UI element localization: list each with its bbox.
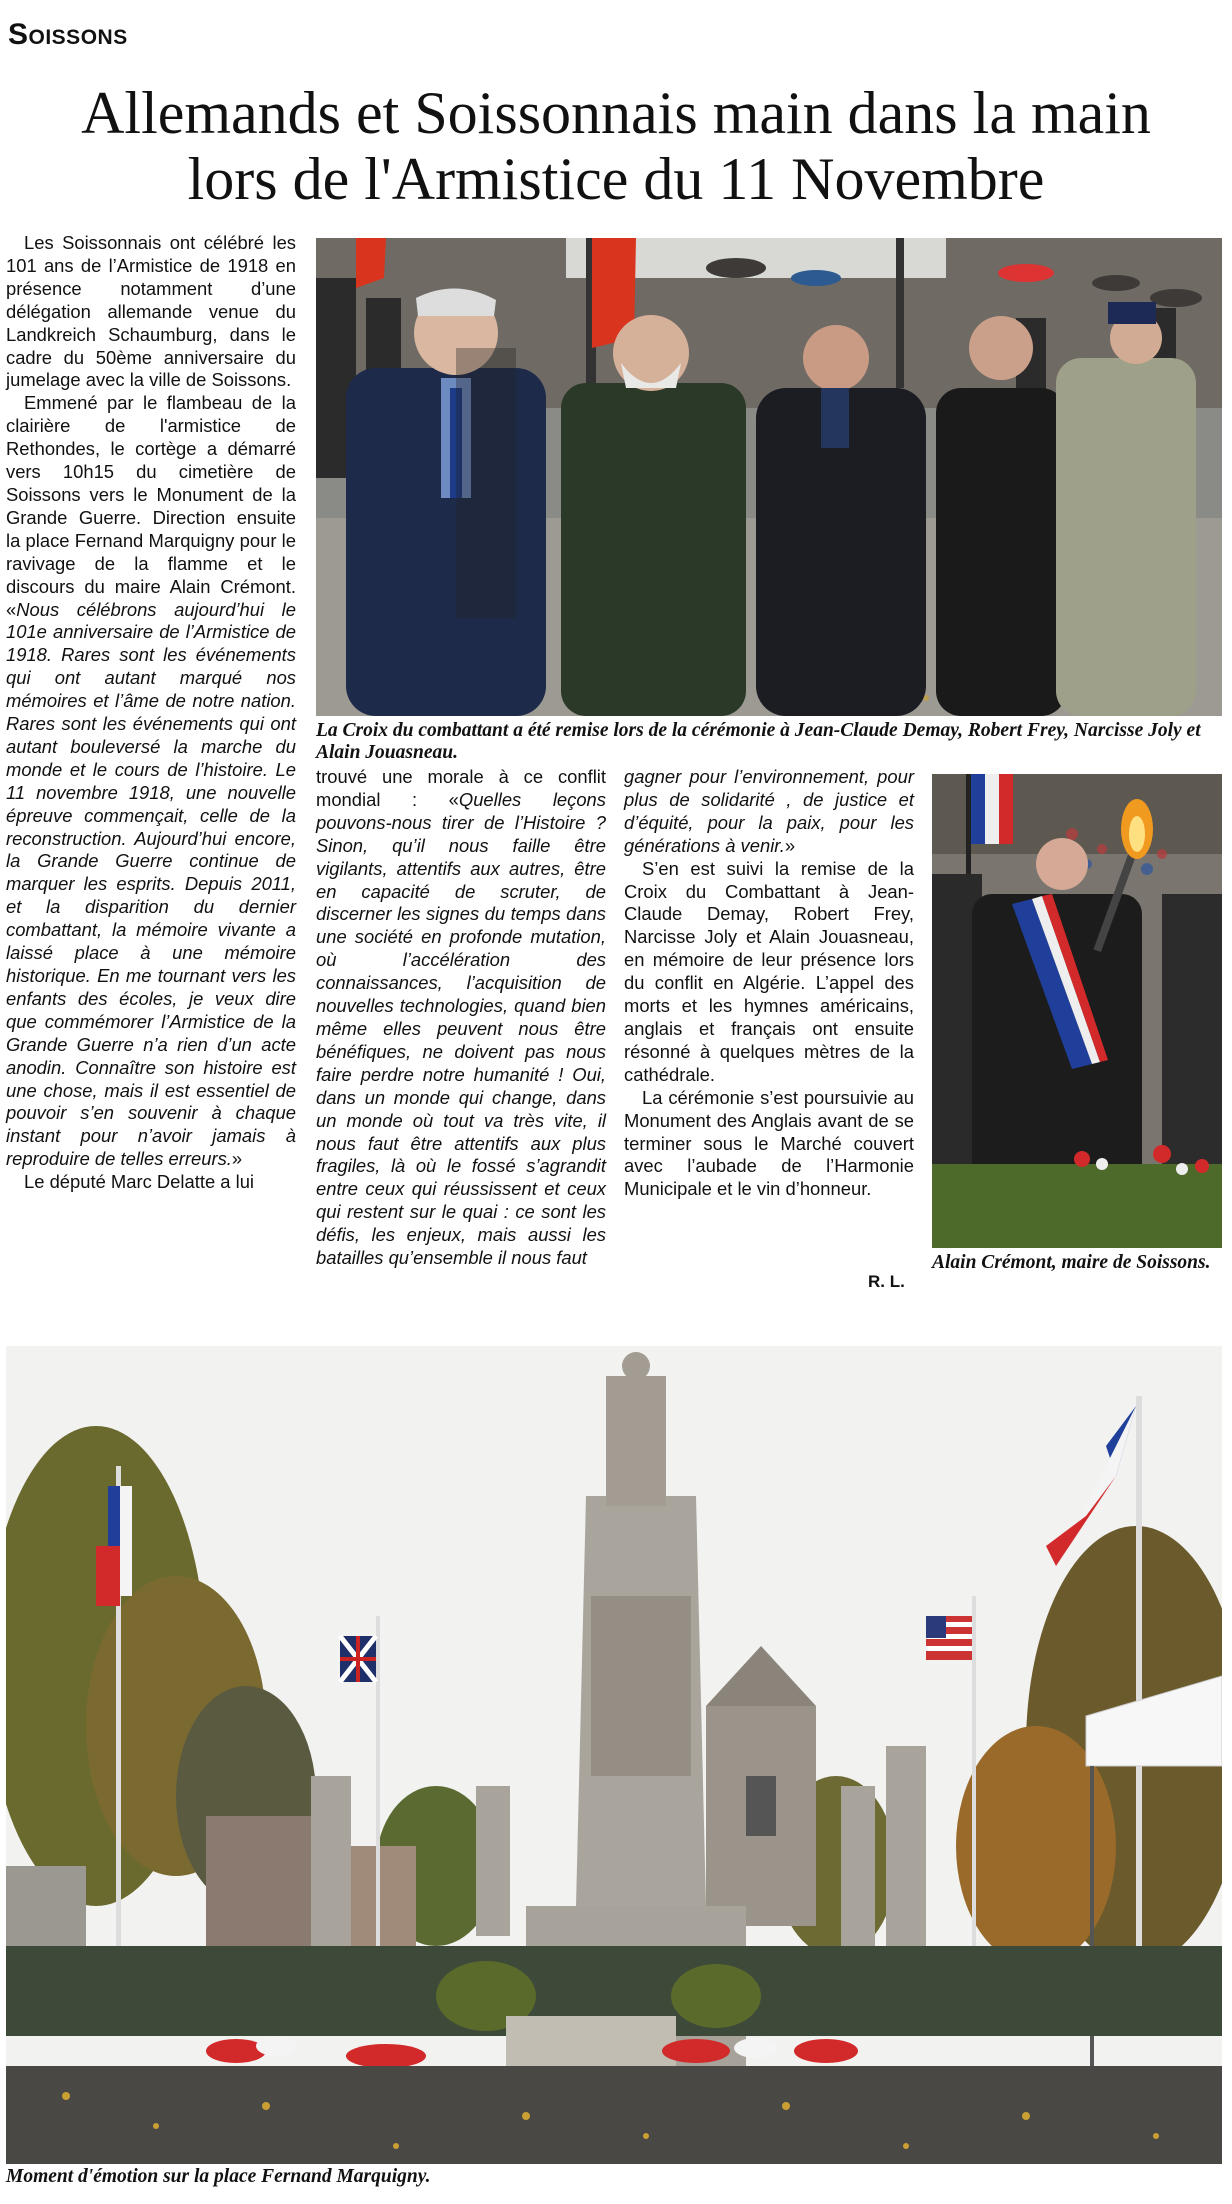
col1-paragraph-2 xyxy=(6,392,296,1171)
col1-paragraph-3: Le député Marc Delatte a lui xyxy=(24,1171,255,1193)
article-column-2 xyxy=(316,766,606,1270)
col1-paragraph-1: Les Soissonnais ont célébré les 101 ans de l’Armistice de 1918 en présence notamment d’une délégation allemande venue du Landkreich Schaumburg, dans le cadre du 50ème anniversaire du jumelage avec la ville de Soissons. xyxy=(6,232,296,391)
caption-veterans: La Croix du combattant a été remise lors de la cérémonie à Jean-Claude Demay, Robert Frey, Narcisse Joly et Alain Jouasneau. xyxy=(316,720,1201,763)
photo-veterans-ceremony xyxy=(316,238,1222,716)
headline-line-1: Allemands et Soissonnais main dans la main xyxy=(81,80,1151,146)
deputy-quote: Quelles leçons pouvons-nous tirer de l’Histoire ? Sinon, qu’il nous faille être vigilants, attentifs aux autres, être en capacité de scruter, de discerner les signes du temps dans une société en profonde mutation, où l’accélération des connaissances, l’acquisition de nouvelles technologies, quand bien même elles peuvent nous être bénéfiques, ne doivent pas nous faire perdre notre humanité ! Oui, dans un monde qui change, dans un monde où tout va très vite, il nous faut être attentifs aux plus fragiles, là où le fossé s’agrandit entre ceux qui réussissent et ceux qui restent sur le quai : ce sont les défis, les enjeux, mais aussi les batailles qu’ensemble il nous faut xyxy=(316,788,606,1269)
article-column-1 xyxy=(6,232,296,1194)
caption-memorial: Moment d'émotion sur la place Fernand Marquigny. xyxy=(6,2166,431,2187)
author-signature: R. L. xyxy=(868,1272,905,1291)
col2-intro: trouvé une morale à ce conflit mondial : « xyxy=(316,766,606,810)
mayor-quote: Nous célébrons aujourd’hui le 101e anniversaire de l’Armistice de 1918. Rares sont les événements qui ont autant marqué nos mémoires et l’âme de notre nation. Rares sont les événements qui ont autant bouleversé la marche du monde et le cours de l’histoire. Le 11 novembre 1918, une nouvelle épreuve commençait, celle de la reconstruction. Aujourd’hui encore, la Grande Guerre continue de marquer les esprits. Depuis 2011, et la disparition du dernier combattant, la mémoire vivante a laissé place à une mémoire historique. En me tournant vers les enfants des écoles, je veux dire que commémorer l’Armistice de la Grande Guerre n’a rien d’un acte anodin. Connaître son histoire est une chose, mais il est essentiel de pouvoir s’en souvenir à chaque instant pour n’avoir jamais à reproduire de telles erreurs. xyxy=(6,598,296,1170)
col3-paragraph-2: S’en est suivi la remise de la Croix du Combattant à Jean-Claude Demay, Robert Frey, Narcisse Joly et Alain Jouasneau, en mémoire de leur présence lors du conflit en Algérie. L’appel des morts et les hymnes américains, anglais et français ont ensuite résonné à quelques mètres de la cathédrale. xyxy=(624,857,914,1085)
section-label: Soissons xyxy=(8,18,128,51)
col3-paragraph-3: La cérémonie s’est poursuivie au Monument des Anglais avant de se terminer sous le Marché couvert avec l’aubade de l’Harmonie Municipale et le vin d’honneur. xyxy=(624,1086,914,1200)
caption-mayor: Alain Crémont, maire de Soissons. xyxy=(932,1252,1211,1273)
deputy-quote-end: gagner pour l’environnement, pour plus de solidarité , de justice et d’équité, pour la paix, pour les générations à venir. xyxy=(624,766,914,856)
photo-war-memorial xyxy=(6,1346,1222,2164)
headline-line-2: lors de l'Armistice du 11 Novembre xyxy=(187,146,1045,212)
col1-p2-close: » xyxy=(231,1148,243,1170)
col2-paragraph xyxy=(316,766,606,1270)
photo-mayor-torch xyxy=(932,774,1222,1248)
col3-quote-close: » xyxy=(784,834,796,856)
col3-paragraph-1 xyxy=(624,766,914,858)
article-column-3 xyxy=(624,766,914,1201)
col1-p2-intro: Emmené par le flambeau de la clairière de l'armistice de Rethondes, le cortège a démarré vers 10h15 du cimetière de Soissons vers le Monument de la Grande Guerre. Direction ensuite la place Fernand Marquigny pour le ravivage de la flamme et le discours du maire Alain Crémont. « xyxy=(6,392,296,620)
